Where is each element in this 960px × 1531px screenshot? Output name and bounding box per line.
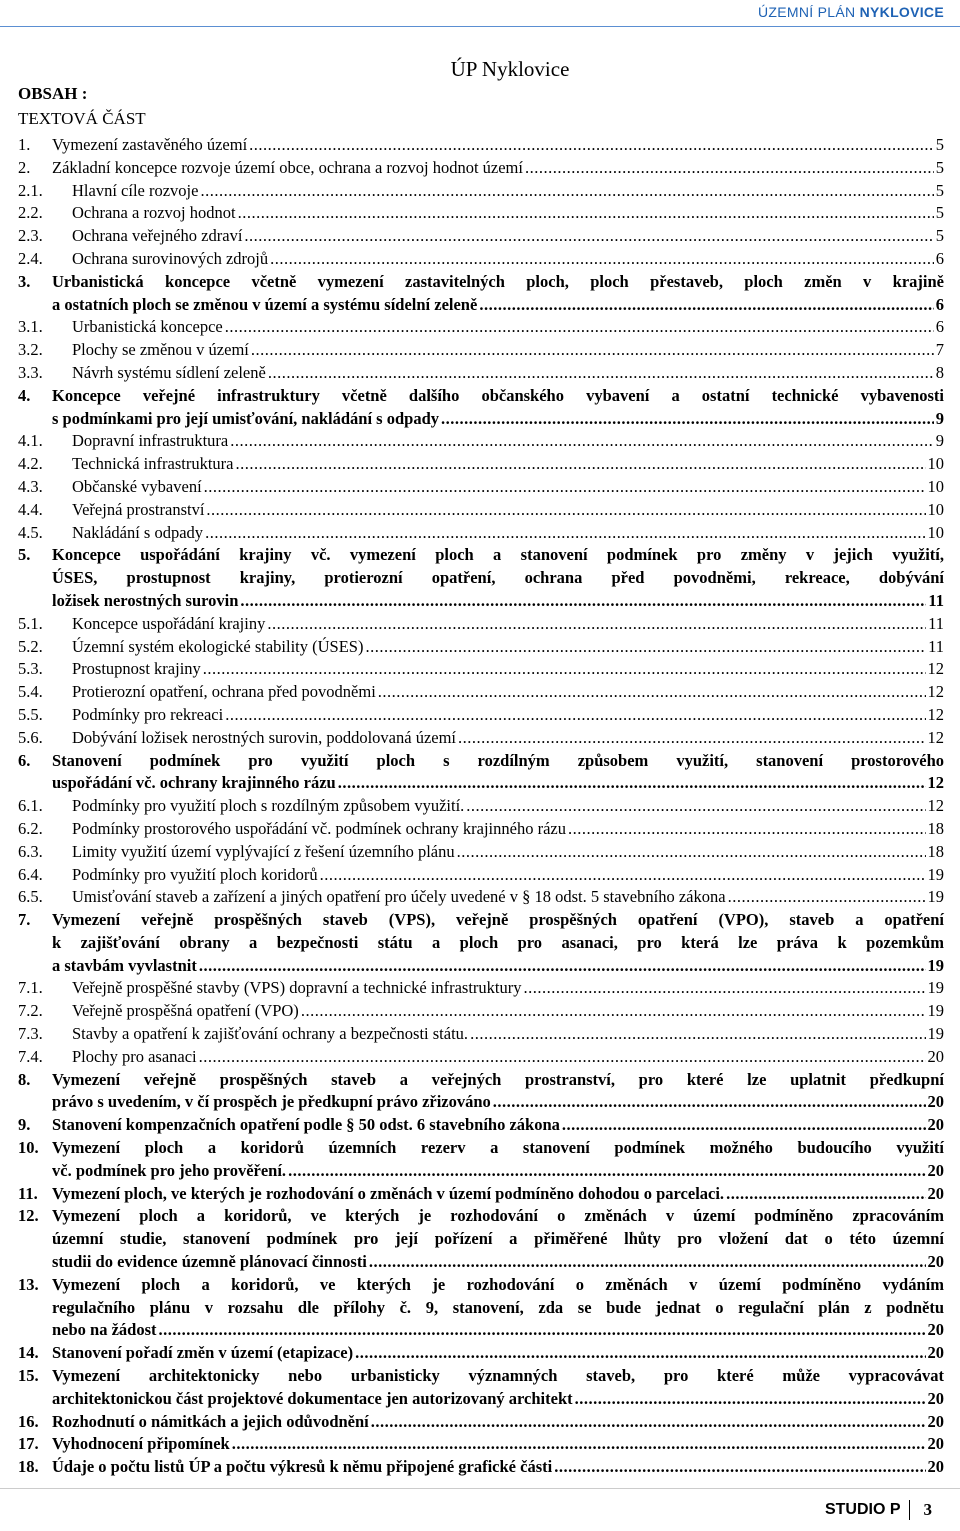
toc-text-line: Stanovení podmínek pro využití ploch s rozdílným způsobem využití, stanovení prostorového	[52, 750, 944, 770]
toc-text	[52, 1114, 944, 1137]
toc-entry[interactable]	[18, 1046, 944, 1069]
toc-number: 5.	[18, 545, 31, 565]
toc-number: 4.	[18, 385, 31, 405]
toc-leader-dots	[204, 476, 926, 499]
toc-number: 6.	[18, 750, 31, 770]
toc-leader-dots	[267, 613, 926, 636]
toc-number: 6.3.	[18, 841, 43, 861]
toc-number: 4.5.	[18, 522, 43, 542]
toc-number: 3.3.	[18, 362, 43, 382]
toc-text-line: Plochy se změnou v území	[72, 340, 249, 360]
toc-page-number: 20	[927, 1343, 944, 1363]
toc-text	[72, 636, 944, 659]
toc-entry[interactable]	[18, 339, 944, 362]
toc-text-line: k zajišťování obrany a bezpečnosti státu a ploch pro asanaci, pro která lze práva k pozemkům	[52, 932, 944, 952]
toc-leader-dots	[288, 1160, 925, 1183]
toc-page-number: 20	[927, 1160, 944, 1180]
toc-number: 4.4.	[18, 499, 43, 519]
toc-page-number: 11	[928, 613, 944, 633]
toc-text	[72, 1023, 944, 1046]
toc-entry[interactable]	[18, 750, 944, 796]
toc-page-number: 9	[935, 431, 944, 451]
toc-entry[interactable]	[18, 316, 944, 339]
toc-text-line: Základní koncepce rozvoje území obce, ochrana a rozvoj hodnot území	[52, 157, 523, 177]
toc-text	[52, 1411, 944, 1434]
toc-leader-dots	[562, 1114, 926, 1137]
toc-entry[interactable]	[18, 453, 944, 476]
toc-entry[interactable]	[18, 909, 944, 977]
toc-page-number: 20	[927, 1457, 944, 1477]
page-number: 3	[923, 1500, 932, 1519]
toc-text	[72, 658, 944, 681]
toc-entry[interactable]	[18, 704, 944, 727]
toc-text	[52, 750, 944, 796]
toc-text	[72, 339, 944, 362]
toc-text-line: Vyhodnocení připomínek	[52, 1434, 230, 1454]
toc-entry[interactable]	[18, 1205, 944, 1273]
toc-entry[interactable]	[18, 636, 944, 659]
toc-text	[52, 1205, 944, 1273]
toc-text-line: architektonickou část projektové dokumentace jen autorizovaný architekt	[52, 1388, 573, 1408]
toc-page-number: 8	[935, 362, 944, 382]
toc-leader-dots	[493, 1091, 926, 1114]
toc-entry[interactable]	[18, 134, 944, 157]
toc-leader-dots	[301, 1000, 926, 1023]
toc-text-line: Územní systém ekologické stability (ÚSES)	[72, 636, 364, 656]
toc-page-number: 12	[927, 704, 944, 724]
toc-text-line: Vymezení ploch a koridorů, ve kterých je rozhodování o změnách v území podmíněno zpracováním	[52, 1206, 944, 1226]
toc-text-line: Veřejně prospěšná opatření (VPO)	[72, 1001, 299, 1021]
toc-text-line: Stavby a opatření k zajišťování ochrany a bezpečnosti státu.	[72, 1024, 469, 1044]
toc-leader-dots	[203, 658, 926, 681]
toc-leader-dots	[525, 157, 934, 180]
toc-number: 10.	[18, 1138, 39, 1158]
toc-entry[interactable]	[18, 1365, 944, 1411]
toc-entry[interactable]	[18, 1342, 944, 1365]
toc-number: 6.1.	[18, 796, 43, 816]
toc-text-line: Veřejná prostranství	[72, 499, 205, 519]
toc-page-number: 12	[927, 659, 944, 679]
toc-number: 6.2.	[18, 818, 43, 838]
toc-number: 15.	[18, 1366, 39, 1386]
contents-heading: OBSAH :	[18, 84, 88, 103]
toc-page-number: 19	[927, 864, 944, 884]
footer-divider	[0, 1488, 960, 1489]
toc-entry[interactable]	[18, 1411, 944, 1434]
toc-page-number: 11	[928, 636, 944, 656]
toc-text	[72, 476, 944, 499]
toc-entry[interactable]	[18, 1274, 944, 1342]
toc-text-line: Vymezení zastavěného území	[52, 135, 248, 154]
toc-entry[interactable]	[18, 180, 944, 203]
toc-leader-dots	[371, 1411, 926, 1434]
header-divider	[0, 26, 960, 27]
toc-text-line: ÚSES, prostupnost krajiny, protierozní opatření, ochrana před povodněmi, rekreace, dobývání	[52, 568, 944, 588]
toc-text-line: vč. podmínek pro jeho prověření.	[52, 1160, 287, 1180]
toc-page-number: 5	[935, 203, 944, 223]
toc-page-number: 10	[927, 522, 944, 542]
toc-page-number: 6	[935, 317, 944, 337]
toc-leader-dots	[270, 248, 934, 271]
toc-text	[72, 977, 944, 1000]
toc-text-line: Plochy pro asanaci	[72, 1046, 197, 1066]
toc-leader-dots	[235, 453, 925, 476]
toc-leader-dots	[199, 955, 926, 978]
footer-studio: STUDIO P	[824, 1501, 901, 1518]
toc-text	[72, 202, 944, 225]
toc-page-number: 20	[927, 1183, 944, 1203]
toc-leader-dots	[524, 977, 926, 1000]
toc-text-line: Technická infrastruktura	[72, 454, 234, 474]
toc-text	[72, 362, 944, 385]
toc-page-number: 7	[935, 340, 944, 360]
toc-text-line: studii do evidence územně plánovací činnosti	[52, 1252, 367, 1272]
toc-page-number: 6	[935, 248, 944, 268]
toc-leader-dots	[568, 818, 926, 841]
toc-text	[72, 704, 944, 727]
toc-leader-dots	[355, 1342, 925, 1365]
toc-text	[72, 316, 944, 339]
toc-text-line: Vymezení veřejně prospěšných staveb (VPS), veřejně prospěšných opatření (VPO), staveb a opatření	[52, 910, 944, 930]
toc-entry[interactable]	[18, 1183, 944, 1206]
toc-leader-dots	[230, 430, 934, 453]
toc-entry[interactable]	[18, 1433, 944, 1456]
toc-leader-dots	[232, 1433, 926, 1456]
toc-text-line: Urbanistická koncepce včetně vymezení zastavitelných ploch, ploch přestaveb, ploch změn v krajině	[52, 271, 944, 291]
toc-leader-dots	[470, 1023, 925, 1046]
toc-page-number: 20	[927, 1092, 944, 1112]
toc-leader-dots	[225, 704, 925, 727]
toc-text-line: Stanovení pořadí změn v území (etapizace)	[52, 1343, 354, 1363]
toc-leader-dots	[268, 362, 934, 385]
toc-text	[72, 1046, 944, 1069]
toc-leader-dots	[249, 134, 934, 157]
toc-number: 14.	[18, 1343, 39, 1363]
toc-text	[52, 1365, 944, 1411]
toc-leader-dots	[225, 316, 934, 339]
toc-leader-dots	[466, 795, 925, 818]
toc-text-line: Údaje o počtu listů ÚP a počtu výkresů k němu připojené grafické části	[52, 1457, 553, 1477]
header-prefix: ÚZEMNÍ PLÁN	[757, 4, 856, 20]
toc-number: 12.	[18, 1206, 39, 1226]
toc-number: 3.	[18, 271, 31, 291]
toc-text	[72, 727, 944, 750]
toc-number: 3.2.	[18, 340, 43, 360]
toc-page-number: 10	[927, 476, 944, 496]
toc-page-number: 20	[927, 1115, 944, 1135]
toc-entry[interactable]	[18, 362, 944, 385]
toc-number: 7.3.	[18, 1024, 43, 1044]
toc-page-number: 20	[927, 1046, 944, 1066]
toc-page-number: 18	[927, 841, 944, 861]
toc-page-number: 5	[935, 157, 944, 177]
toc-page-number: 12	[927, 682, 944, 702]
toc-page-number: 6	[935, 294, 944, 314]
toc-entry[interactable]	[18, 1456, 944, 1479]
toc-text-line: Podmínky pro využití ploch s rozdílným způsobem využití.	[72, 796, 465, 816]
toc-text-line: Vymezení veřejně prospěšných staveb a veřejných prostranství, pro které lze uplatnit předkupní	[52, 1069, 944, 1089]
toc-number: 6.4.	[18, 864, 43, 884]
toc-number: 2.3.	[18, 226, 43, 246]
toc-number: 2.1.	[18, 180, 43, 200]
toc-text-line: Rozhodnutí o námitkách a jejich odůvodnění	[52, 1411, 369, 1431]
toc-page-number: 5	[935, 135, 944, 154]
page-footer	[825, 1500, 932, 1520]
toc-number: 5.4.	[18, 682, 43, 702]
toc-text-line: Dobývání ložisek nerostných surovin, poddolovaná území	[72, 727, 457, 747]
toc-text	[52, 1183, 944, 1206]
toc-text	[52, 1456, 944, 1479]
toc-leader-dots	[479, 294, 933, 317]
toc-entry[interactable]	[18, 681, 944, 704]
toc-text-line: Vymezení ploch, ve kterých je rozhodování o změnách v území podmíněno dohodou o parcelaci.	[52, 1183, 725, 1203]
toc-leader-dots	[365, 636, 926, 659]
toc-text	[72, 1000, 944, 1023]
toc-leader-dots	[320, 864, 926, 887]
toc-text-line: Protierozní opatření, ochrana před povodněmi	[72, 682, 376, 702]
toc-number: 11.	[18, 1183, 38, 1203]
toc-text-line: Ochrana a rozvoj hodnot	[72, 203, 236, 223]
toc-text-line: Veřejně prospěšné stavby (VPS) dopravní a technické infrastruktury	[72, 978, 522, 998]
toc-entry[interactable]	[18, 886, 944, 909]
toc-page-number: 19	[927, 1001, 944, 1021]
toc-entry[interactable]	[18, 1069, 944, 1115]
toc-entry[interactable]	[18, 658, 944, 681]
toc-text	[72, 453, 944, 476]
toc-text-line: a ostatních ploch se změnou v území a systému sídelní zeleně	[52, 294, 478, 314]
toc-text-line: ložisek nerostných surovin	[52, 590, 239, 610]
toc-leader-dots	[199, 1046, 926, 1069]
toc-page-number: 12	[927, 796, 944, 816]
toc-number: 4.3.	[18, 476, 43, 496]
toc-text-line: územní studie, stanovení podmínek pro její pořízení a přiměřené lhůty pro vložení dat o této územní	[52, 1229, 944, 1249]
toc-page-number: 19	[927, 1024, 944, 1044]
toc-number: 4.1.	[18, 431, 43, 451]
toc-entry[interactable]	[18, 613, 944, 636]
toc-leader-dots	[205, 522, 925, 545]
toc-text-line: právo s uvedením, v čí prospěch je předkupní právo zřizováno	[52, 1092, 491, 1112]
toc-text	[72, 613, 944, 636]
toc-text	[52, 1274, 944, 1342]
toc-text-line: Vymezení ploch a koridorů, ve kterých je rozhodování o změnách v území podmíněno vydáním	[52, 1274, 944, 1294]
toc-text-line: Podmínky prostorového uspořádání vč. podmínek ochrany krajinného rázu	[72, 818, 566, 838]
toc-text-line: Podmínky pro využití ploch koridorů	[72, 864, 318, 884]
toc-text-line: regulačního plánu v rozsahu dle přílohy č. 9, stanovení, zda se bude jednat o regulační plán z podnětu	[52, 1297, 944, 1317]
toc-text	[72, 818, 944, 841]
toc-number: 16.	[18, 1411, 39, 1431]
toc-entry[interactable]	[18, 864, 944, 887]
toc-entry[interactable]	[18, 522, 944, 545]
toc-number: 4.2.	[18, 454, 43, 474]
toc-text	[72, 225, 944, 248]
toc-page-number: 18	[927, 818, 944, 838]
toc-text	[52, 1342, 944, 1365]
header-name: NYKLOVICE	[859, 4, 944, 20]
toc-text	[72, 795, 944, 818]
toc-number: 7.1.	[18, 978, 43, 998]
header-title	[758, 4, 944, 20]
toc-leader-dots	[369, 1251, 926, 1274]
toc-number: 17.	[18, 1434, 39, 1454]
toc-number: 5.6.	[18, 727, 43, 747]
toc-number: 6.5.	[18, 887, 43, 907]
toc-text-line: Návrh systému sídlení zeleně	[72, 362, 266, 382]
toc-text-line: a stavbám vyvlastnit	[52, 955, 197, 975]
toc-text-line: Limity využití území vyplývající z řešení územního plánu	[72, 841, 455, 861]
section-heading: TEXTOVÁ ČÁST	[18, 109, 146, 128]
toc-entry[interactable]	[18, 1023, 944, 1046]
toc-entry[interactable]	[18, 225, 944, 248]
toc-entry[interactable]	[18, 1000, 944, 1023]
toc-entry[interactable]	[18, 977, 944, 1000]
toc-text-line: Koncepce uspořádání krajiny vč. vymezení ploch a stanovení podmínek pro změny v jejich využití,	[52, 545, 944, 565]
toc-number: 7.4.	[18, 1046, 43, 1066]
toc-page-number: 20	[927, 1411, 944, 1431]
toc-text	[72, 886, 944, 909]
toc-number: 2.4.	[18, 248, 43, 268]
toc-text-line: Dopravní infrastruktura	[72, 431, 229, 451]
toc-entry[interactable]	[18, 818, 944, 841]
toc-number: 5.5.	[18, 704, 43, 724]
toc-entry[interactable]	[18, 544, 944, 612]
toc-text	[72, 522, 944, 545]
toc-text	[72, 248, 944, 271]
toc-entry[interactable]	[18, 727, 944, 750]
toc-page-number: 20	[927, 1388, 944, 1408]
toc-entry[interactable]	[18, 476, 944, 499]
toc-entry[interactable]	[18, 499, 944, 522]
toc-entry[interactable]	[18, 795, 944, 818]
toc-entry[interactable]	[18, 1114, 944, 1137]
toc-page-number: 10	[927, 499, 944, 519]
toc-leader-dots	[457, 841, 926, 864]
toc-text-line: Ochrana surovinových zdrojů	[72, 248, 269, 268]
toc-text	[72, 841, 944, 864]
toc-text	[72, 499, 944, 522]
toc-text-line: Hlavní cíle rozvoje	[72, 180, 199, 200]
toc-number: 2.2.	[18, 203, 43, 223]
toc-page-number: 19	[927, 887, 944, 907]
toc-leader-dots	[206, 499, 925, 522]
toc-leader-dots	[458, 727, 925, 750]
toc-text	[72, 681, 944, 704]
toc-leader-dots	[728, 886, 926, 909]
toc-text-line: Občanské vybavení	[72, 476, 202, 496]
toc-text-line: uspořádání vč. ochrany krajinného rázu	[52, 773, 336, 793]
toc-page-number: 12	[927, 727, 944, 747]
toc-leader-dots	[238, 202, 934, 225]
toc-number: 7.	[18, 910, 31, 930]
toc-leader-dots	[159, 1319, 926, 1342]
toc-page-number: 11	[928, 590, 944, 610]
toc-text-line: s podmínkami pro její umisťování, nakládání s odpady	[52, 408, 439, 428]
toc-number: 2.	[18, 157, 31, 177]
toc-number: 5.3.	[18, 659, 43, 679]
toc-text	[52, 271, 944, 317]
toc-leader-dots	[251, 339, 934, 362]
toc-text-line: Ochrana veřejného zdraví	[72, 226, 243, 246]
toc-text-line: Podmínky pro rekreaci	[72, 704, 224, 724]
toc-entry[interactable]	[18, 841, 944, 864]
toc-page-number: 9	[935, 408, 944, 428]
toc-leader-dots	[441, 408, 934, 431]
toc-page-number: 10	[927, 454, 944, 474]
toc-text	[52, 134, 944, 157]
toc-text-line: Koncepce uspořádání krajiny	[72, 613, 266, 633]
toc-page-number: 20	[927, 1252, 944, 1272]
toc-entry[interactable]	[18, 430, 944, 453]
toc-text	[52, 1069, 944, 1115]
toc-entry[interactable]	[18, 248, 944, 271]
toc-text-line: Vymezení ploch a koridorů územních rezerv a stanovení podmínek možného budoucího využití	[52, 1138, 944, 1158]
toc-text-line: Prostupnost krajiny	[72, 659, 201, 679]
toc-page-number: 19	[927, 978, 944, 998]
toc-text	[52, 385, 944, 431]
toc-text	[52, 544, 944, 612]
toc-leader-dots	[575, 1388, 926, 1411]
toc-page-number: 19	[927, 955, 944, 975]
toc-text-line: Koncepce veřejné infrastruktury včetně dalšího občanského vybavení a ostatní technické vybavenosti	[52, 385, 944, 405]
toc-leader-dots	[338, 772, 926, 795]
document-title: ÚP Nyklovice	[450, 57, 570, 81]
toc-text-line: Umisťování staveb a zařízení a jiných opatření pro účely uvedené v § 18 odst. 5 stavebního zákona	[72, 887, 726, 907]
toc-text	[52, 1433, 944, 1456]
toc-text-line: nebo na žádost	[52, 1320, 157, 1340]
toc-text	[72, 864, 944, 887]
toc-entry[interactable]	[18, 202, 944, 225]
toc-number: 8.	[18, 1069, 31, 1089]
toc-text	[52, 157, 944, 180]
toc-entry[interactable]	[18, 385, 944, 431]
toc-text-line: Nakládání s odpady	[72, 522, 204, 542]
toc-entry[interactable]	[18, 271, 944, 317]
toc-leader-dots	[200, 180, 933, 203]
toc-number: 3.1.	[18, 317, 43, 337]
toc-page-number: 20	[927, 1434, 944, 1454]
toc-leader-dots	[726, 1183, 925, 1206]
toc-leader-dots	[378, 681, 926, 704]
toc-number: 5.1.	[18, 613, 43, 633]
toc-entry[interactable]	[18, 1137, 944, 1183]
toc-entry[interactable]	[18, 157, 944, 180]
toc-leader-dots	[240, 590, 926, 613]
toc-number: 7.2.	[18, 1001, 43, 1021]
toc-text	[72, 180, 944, 203]
toc-text	[52, 909, 944, 977]
toc-number: 9.	[18, 1115, 31, 1135]
toc-text-line: Urbanistická koncepce	[72, 317, 223, 337]
table-of-contents	[18, 134, 944, 1479]
toc-page-number: 5	[935, 180, 944, 200]
toc-leader-dots	[244, 225, 933, 248]
footer-separator	[909, 1500, 910, 1520]
toc-leader-dots	[554, 1456, 925, 1479]
page-header	[0, 0, 960, 26]
toc-text	[52, 1137, 944, 1183]
toc-text	[72, 430, 944, 453]
toc-number: 5.2.	[18, 636, 43, 656]
toc-number: 1.	[18, 135, 31, 154]
toc-page-number: 5	[935, 226, 944, 246]
toc-text-line: Vymezení architektonicky nebo urbanisticky významných staveb, pro které může vypracovávat	[52, 1366, 944, 1386]
toc-number: 13.	[18, 1274, 39, 1294]
toc-text-line: Stanovení kompenzačních opatření podle § 50 odst. 6 stavebního zákona	[52, 1115, 560, 1135]
toc-number: 18.	[18, 1457, 39, 1477]
toc-page-number: 20	[927, 1320, 944, 1340]
toc-page-number: 12	[927, 773, 944, 793]
